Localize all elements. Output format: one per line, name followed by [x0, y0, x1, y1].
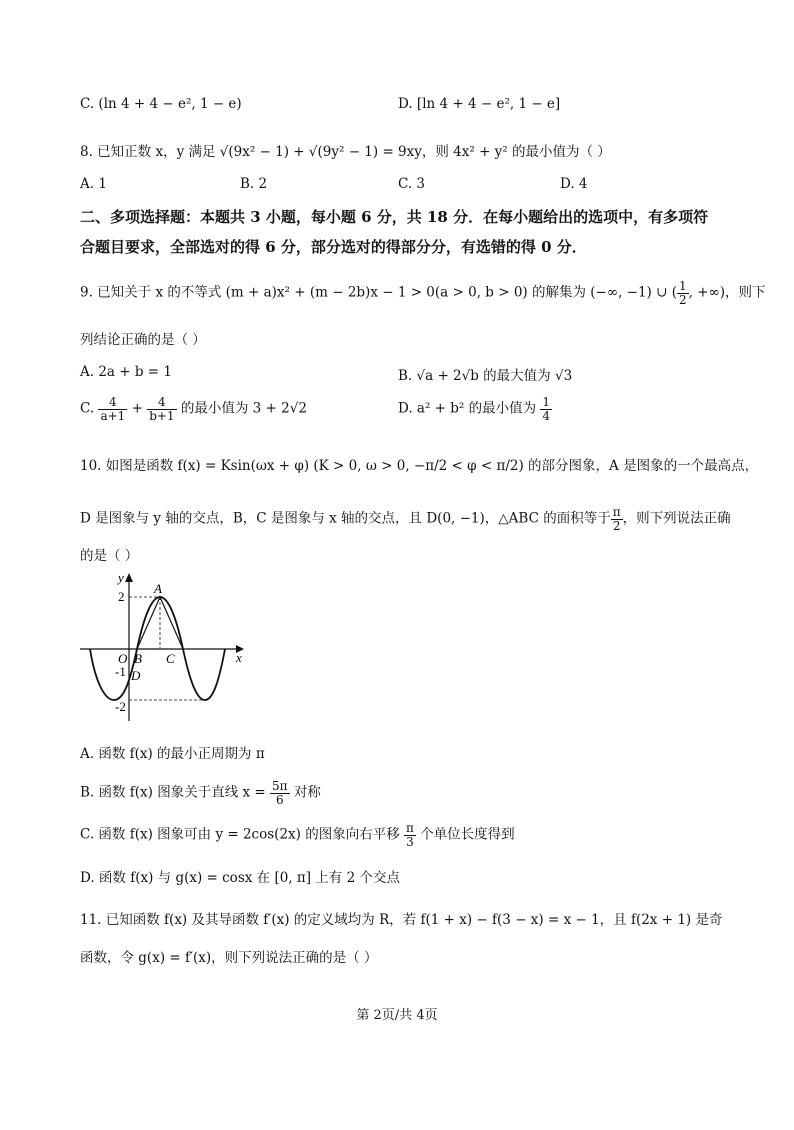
q9-option-b: B. √a + 2√b 的最大值为 √3 — [398, 368, 573, 384]
q10-option-b-frac — [270, 780, 290, 806]
q9-stem-prefix: 9. 已知关于 x 的不等式 (m + a)x² + (m − 2b)x − 1 > 0(a > 0, b > 0) 的解集为 (−∞, −1) ∪ ( — [80, 284, 677, 301]
q10-option-b — [80, 780, 321, 806]
q10-option-b-prefix: B. 函数 f(x) 图象关于直线 x = — [80, 784, 266, 801]
q11-stem-line1: 11. 已知函数 f(x) 及其导函数 f′(x) 的定义域均为 R，若 f(1 + x) − f(3 − x) = x − 1，且 f(2x + 1) 是奇 — [80, 912, 723, 928]
q10-stem-line2-suffix: ，则下列说法正确 — [622, 510, 731, 527]
q9-option-c-plus: + — [131, 400, 143, 417]
q10-option-c — [80, 822, 515, 848]
q9-option-d-prefix: D. a² + b² 的最小值为 — [398, 400, 537, 417]
q11-stem-line2: 函数，令 g(x) = f′(x)，则下列说法正确的是（ ） — [80, 950, 378, 966]
q8-option-c: C. 3 — [398, 176, 426, 192]
q10-c-num: π — [406, 821, 414, 835]
q9-option-d — [398, 396, 552, 422]
q10-stem-line1: 10. 如图是函数 f(x) = Ksin(ωx + φ) (K > 0, ω > 0, −π/2 < φ < π/2) 的部分图象，A 是图象的一个最高点， — [80, 458, 759, 474]
q9-option-c — [80, 396, 307, 422]
q9-d-frac-den: 4 — [542, 408, 551, 423]
q8-option-a: A. 1 — [80, 176, 107, 192]
q7-option-c: C. (ln 4 + 4 − e², 1 − e) — [80, 96, 242, 112]
section2-heading-line2: 合题目要求，全部选对的得 6 分，部分选对的得部分分，有选错的得 0 分． — [80, 238, 587, 256]
q9-c-frac1-num: 4 — [98, 396, 127, 410]
q9-d-frac-num: 1 — [542, 395, 551, 409]
page-footer: 第 2页/共 4页 — [356, 1008, 438, 1023]
q10-b-num: 5π — [272, 779, 288, 793]
q9-option-c-frac1 — [98, 396, 127, 422]
section2-heading-line1: 二、多项选择题：本题共 3 小题，每小题 6 分，共 18 分．在每小题给出的选项中，有多项符 — [80, 208, 709, 226]
q9-c-frac2-num: 4 — [147, 396, 176, 410]
q10-option-d: D. 函数 f(x) 与 g(x) = cosx 在 [0, π] 上有 2 个交点 — [80, 870, 400, 886]
q10-b-den: 6 — [275, 792, 284, 807]
q8-option-b: B. 2 — [240, 176, 268, 192]
q10-area-fraction — [611, 506, 623, 532]
graph-label-B: B — [134, 651, 142, 666]
q10-function-graph — [78, 566, 258, 726]
graph-label-y: y — [118, 570, 124, 585]
graph-label-O: O — [118, 651, 128, 666]
q10-option-c-frac — [404, 822, 416, 848]
graph-tick-minus1: -1 — [115, 664, 126, 679]
q9-stem-suffix: , +∞)，则下 — [688, 284, 766, 301]
q9-frac-den: 2 — [679, 292, 687, 307]
q9-stem-line2: 列结论正确的是（ ） — [80, 332, 206, 348]
q9-c-frac2-den: b+1 — [149, 408, 175, 423]
graph-label-x: x — [236, 650, 242, 665]
graph-label-C: C — [166, 651, 175, 666]
q10-option-b-suffix: 对称 — [293, 784, 321, 801]
q10-option-c-prefix: C. 函数 f(x) 图象可由 y = 2cos(2x) 的图象向右平移 — [80, 826, 400, 843]
q9-frac-num: 1 — [679, 279, 687, 293]
graph-y-arrow — [125, 573, 133, 582]
q10-area-den: 2 — [612, 518, 621, 533]
q9-half-fraction — [677, 280, 689, 306]
q10-c-den: 3 — [406, 834, 414, 849]
q10-stem-line3: 的是（ ） — [80, 548, 139, 564]
q10-option-a: A. 函数 f(x) 的最小正周期为 π — [80, 746, 265, 762]
q10-stem-line2 — [80, 506, 731, 532]
q9-option-c-suffix: 的最小值为 3 + 2√2 — [180, 400, 307, 417]
q7-option-d: D. [ln 4 + 4 − e², 1 − e] — [398, 96, 561, 112]
q10-option-c-suffix: 个单位长度得到 — [420, 826, 515, 843]
q9-option-a: A. 2a + b = 1 — [80, 364, 172, 380]
q9-option-c-frac2 — [147, 396, 176, 422]
graph-tick-minus2: -2 — [115, 699, 126, 714]
q9-option-c-label: C. — [80, 400, 95, 417]
q9-option-d-frac — [540, 396, 552, 422]
graph-label-D: D — [131, 668, 141, 683]
q8-stem: 8. 已知正数 x，y 满足 √(9x² − 1) + √(9y² − 1) = 9xy，则 4x² + y² 的最小值为（ ） — [80, 144, 611, 160]
q9-c-frac1-den: a+1 — [100, 408, 126, 423]
q9-stem-line1 — [80, 280, 766, 306]
q10-area-num: π — [612, 505, 621, 519]
graph-tick-2: 2 — [118, 589, 125, 604]
q8-option-d: D. 4 — [560, 176, 588, 192]
graph-label-A: A — [154, 581, 162, 596]
q10-stem-line2-prefix: D 是图象与 y 轴的交点，B，C 是图象与 x 轴的交点，且 D(0, −1)，△ABC 的面积等于 — [80, 510, 611, 527]
